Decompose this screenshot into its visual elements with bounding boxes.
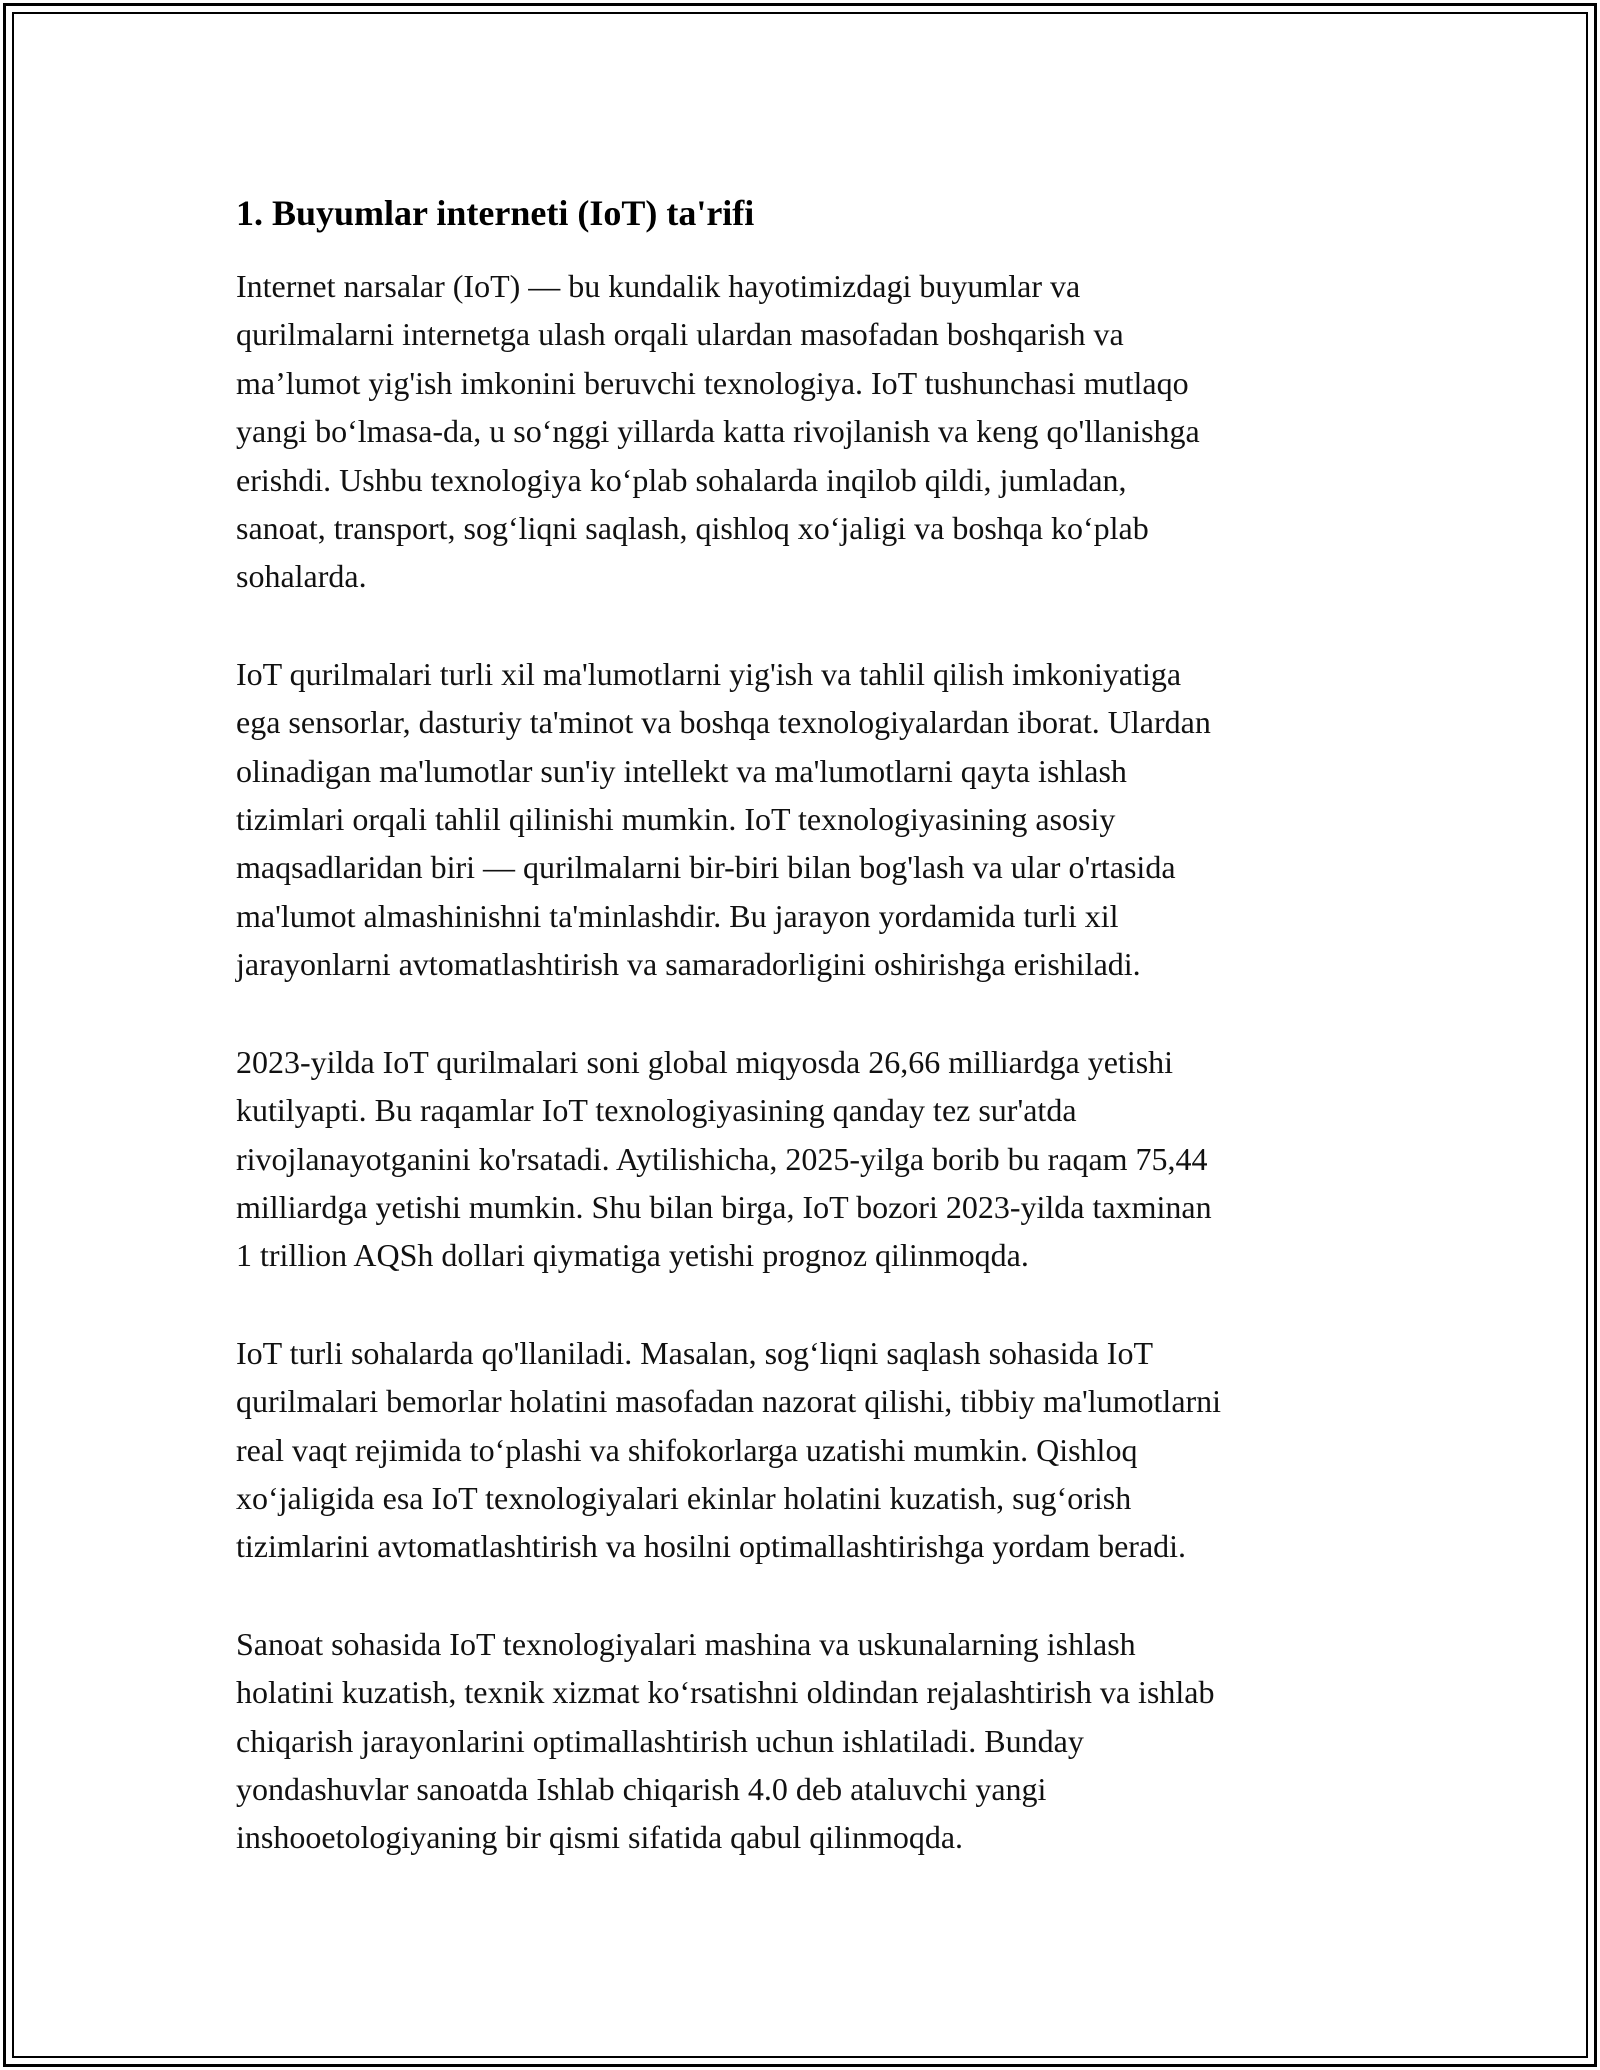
- text-line: ma'lumot almashinishni ta'minlashdir. Bu jarayon yordamida turli xil: [236, 897, 1119, 934]
- text-line: Internet narsalar (IoT) — bu kundalik hayotimizdagi buyumlar va: [236, 268, 1081, 304]
- paragraph-iot-definition: [236, 262, 1376, 601]
- text-line: maqsadlaridan biri — qurilmalarni bir-biri bilan bog'lash va ular o'rtasida: [236, 849, 1176, 886]
- text-line: real vaqt rejimida to‘plashi va shifokorlarga uzatishi mumkin. Qishloq: [236, 1431, 1138, 1468]
- text-line: kutilyapti. Bu raqamlar IoT texnologiyasining qanday tez sur'atda: [236, 1092, 1077, 1129]
- paragraph-iot-industry: [236, 1620, 1376, 1862]
- text-line: yangi bo‘lmasa-da, u so‘nggi yillarda katta rivojlanish va keng qo'llanishga: [236, 413, 1200, 450]
- text-line: sanoat, transport, sog‘liqni saqlash, qishloq xo‘jaligi va boshqa ko‘plab: [236, 510, 1149, 547]
- text-line: IoT qurilmalari turli xil ma'lumotlarni yig'ish va tahlil qilish imkoniyatiga: [236, 655, 1182, 692]
- paragraph-iot-statistics: [236, 1038, 1376, 1280]
- text-line: milliardga yetishi mumkin. Shu bilan birga, IoT bozori 2023-yilda taxminan: [236, 1188, 1212, 1225]
- text-line: chiqarish jarayonlarini optimallashtirish uchun ishlatiladi. Bunday: [236, 1722, 1084, 1759]
- text-line: ega sensorlar, dasturiy ta'minot va boshqa texnologiyalardan iborat. Ulardan: [236, 704, 1211, 741]
- text-line: Sanoat sohasida IoT texnologiyalari mashina va uskunalarning ishlash: [236, 1625, 1136, 1662]
- text-line: tizimlari orqali tahlil qilinishi mumkin. IoT texnologiyasining asosiy: [236, 801, 1116, 838]
- section-heading: 1. Buyumlar interneti (IoT) ta'rifi: [236, 193, 755, 233]
- text-line: 2023-yilda IoT qurilmalari soni global miqyosda 26,66 milliardga yetishi: [236, 1043, 1174, 1080]
- text-line: tizimlarini avtomatlashtirish va hosilni optimallashtirishga yordam beradi.: [236, 1528, 1187, 1565]
- text-line: jarayonlarni avtomatlashtirish va samaradorligini oshirishga erishiladi.: [236, 946, 1141, 983]
- document-body: [236, 186, 1376, 1911]
- paragraph-iot-applications: [236, 1329, 1376, 1571]
- text-line: yondashuvlar sanoatda Ishlab chiqarish 4.0 deb ataluvchi yangi: [236, 1770, 1047, 1807]
- text-line: erishdi. Ushbu texnologiya ko‘plab sohalarda inqilob qildi, jumladan,: [236, 461, 1127, 498]
- text-line: xo‘jaligida esa IoT texnologiyalari ekinlar holatini kuzatish, sug‘orish: [236, 1479, 1132, 1516]
- text-line: qurilmalari bemorlar holatini masofadan nazorat qilishi, tibbiy ma'lumotlarni: [236, 1383, 1222, 1420]
- text-line: rivojlanayotganini ko'rsatadi. Aytilishicha, 2025-yilga borib bu raqam 75,44: [236, 1140, 1208, 1177]
- text-line: qurilmalarni internetga ulash orqali ulardan masofadan boshqarish va: [236, 316, 1124, 353]
- text-line: sohalarda.: [236, 558, 367, 595]
- text-line: holatini kuzatish, texnik xizmat ko‘rsatishni oldindan rejalashtirish va ishlab: [236, 1674, 1215, 1711]
- text-line: olinadigan ma'lumotlar sun'iy intellekt va ma'lumotlarni qayta ishlash: [236, 752, 1127, 789]
- text-line: ma’lumot yig'ish imkonini beruvchi texnologiya. IoT tushunchasi mutlaqo: [236, 364, 1189, 401]
- text-line: 1 trillion AQSh dollari qiymatiga yetishi prognoz qilinmoqda.: [236, 1237, 1029, 1274]
- paragraph-iot-devices: [236, 650, 1376, 989]
- text-line: IoT turli sohalarda qo'llaniladi. Masalan, sog‘liqni saqlash sohasida IoT: [236, 1334, 1153, 1371]
- text-line: inshooetologiyaning bir qismi sifatida qabul qilinmoqda.: [236, 1819, 964, 1856]
